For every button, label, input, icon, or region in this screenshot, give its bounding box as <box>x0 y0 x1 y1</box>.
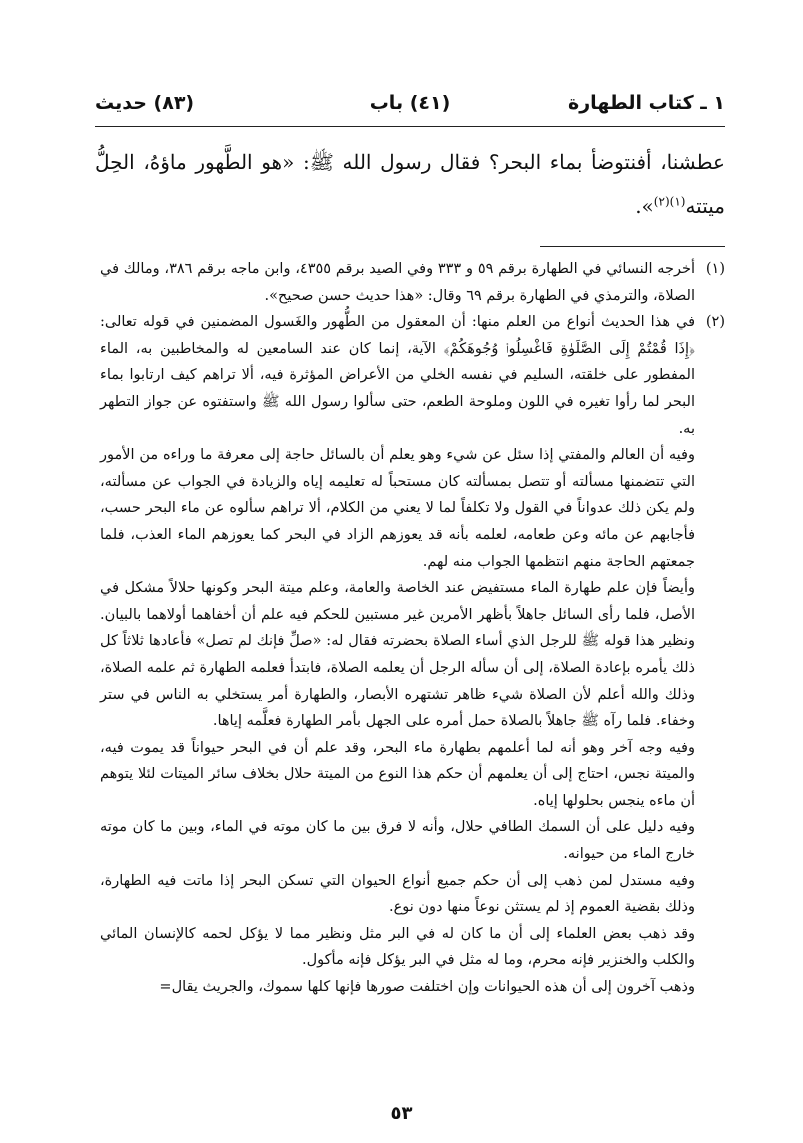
footnote-paragraph: وقد ذهب بعض العلماء إلى أن ما كان له في البر مثل ونظير مما لا يؤكل لحمه كالإنسان المائي والكلب والخنزير فإنه محرم، وما له مثل في البر يؤكل فإنه مأكول. <box>100 925 695 969</box>
hadith-text <box>95 140 725 228</box>
header-hadith-number: (٨٣) حديث <box>95 92 195 114</box>
header-chapter-section: (٤١) باب <box>369 92 451 114</box>
hadith-closing: ». <box>635 194 654 218</box>
footnote-divider <box>540 246 725 247</box>
footnote-paragraph: في هذا الحديث أنواع من العلم منها: أن المعقول من الطُّهور والغَسول المضمنين في قوله تعالى: ﴿إِذَا قُمْتُمْ إِلَى الصَّلَوٰةِ فَاغْسِلُوا۟ وُجُوهَكُمْ﴾ الآية، إنما كان عند السامعين له والمخاطبين به، الماء المفطور على خلقته، السليم في نفسه الخلي من الأعراض المؤثرة فيه، ألا تراهم كيف ارتابوا بماء البحر لما رأوا تغيره في اللون وملوحة الطعم، حتى سألوا رسول الله ﷺ واستفتوه عن جواز التطهر به. <box>100 314 695 437</box>
footnote-paragraph: وفيه مستدل لمن ذهب إلى أن حكم جميع أنواع الحيوان التي تسكن البحر إذا ماتت فيه الطهارة، وذلك بقضية العموم إذ لم يستثن نوعاً منها دون نوع. <box>100 872 695 916</box>
page-number: ٥٣ <box>390 1103 413 1124</box>
footnote-number: (١) <box>705 261 725 277</box>
footnote-reference-marks: (١)(٢) <box>653 194 686 209</box>
footnote <box>100 256 725 309</box>
header-chapter: ١ ـ كتاب الطهارة <box>568 92 725 114</box>
hadith-body: عطشنا، أفنتوضأ بماء البحر؟ فقال رسول الله ﷺ: «هو الطَّهور ماؤهُ، الحِلُّ ميتته <box>95 150 725 218</box>
footnote-paragraph: وأيضاً فإن علم طهارة الماء مستفيض عند الخاصة والعامة، وعلم ميتة البحر وكونها حلالاً مشكل في الأصل، فلما رأى السائل جاهلاً بأظهر الأمرين غير مستبين للحكم فيه علم أن أخفاهما أولاهما بالبيان. ونظير هذا قوله ﷺ للرجل الذي أساء الصلاة بحضرته فقال له: «صلِّ فإنك لم تصل» فأعادها ثلاثاً كل ذلك يأمره بإعادة الصلاة، إلى أن سأله الرجل أن يعلمه الصلاة، فابتدأ فعلمه الطهارة ثم علمه الصلاة، وذلك والله أعلم لأن الصلاة شيء ظاهر تشتهره الأبصار، والطهارة أمر يستخلي به الناس في ستر وخفاء. فلما رآه ﷺ جاهلاً بالصلاة حمل أمره على الجهل بأمر الطهارة فعلَّمه إياها. <box>100 580 695 730</box>
footnote <box>100 309 725 1000</box>
footnote-paragraph: وذهب آخرون إلى أن هذه الحيوانات وإن اختلفت صورها فإنها كلها سموك، والجريث يقال= <box>159 979 695 996</box>
running-header <box>95 92 725 122</box>
footnote-paragraph: أخرجه النسائي في الطهارة برقم ٥٩ و ٣٣٣ وفي الصيد برقم ٤٣٥٥، وابن ماجه برقم ٣٨٦، ومالك في الصلاة، والترمذي في الطهارة برقم ٦٩ وقال: «هذا حديث حسن صحيح». <box>100 261 695 304</box>
footnotes <box>100 256 725 1001</box>
footnote-paragraph: وفيه دليل على أن السمك الطافي حلال، وأنه لا فرق بين ما كان موته في الماء، وبين ما كان موته خارج الماء من حيوانه. <box>100 819 695 863</box>
header-divider <box>95 126 725 127</box>
footnote-paragraph: وفيه وجه آخر وهو أنه لما أعلمهم بطهارة ماء البحر، وقد علم أن في البحر حيواناً قد يموت فيه، والميتة نجس، احتاج إلى أن يعلمهم أن حكم هذا النوع من الميتة حلال بخلاف سائر الميتات لئلا يتوهم أن ماءه ينجس بحلولها إياه. <box>100 739 695 809</box>
footnote-number: (٢) <box>705 314 725 331</box>
footnote-paragraph: وفيه أن العالم والمفتي إذا سئل عن شيء وهو يعلم أن بالسائل حاجة إلى معرفة ما وراءه من الأمور التي تتضمنها مسألته أو تتصل بمسألته كان مستحباً له تعليمه إياه والزيادة في الجواب عن مسألته، ولم يكن ذلك عدواناً في القول ولا تكلفاً لما لا يعني من الكلام، ألا تراهم سألوه عن ماء البحر حسب، فأجابهم عن مائه وعن طعامه، لعلمه بأنه قد يعوزهم الزاد في البحر كما يعوزهم الماء العذب، فلما جمعتهم الحاجة منهم انتظمها الجواب منه لهم. <box>100 447 695 570</box>
